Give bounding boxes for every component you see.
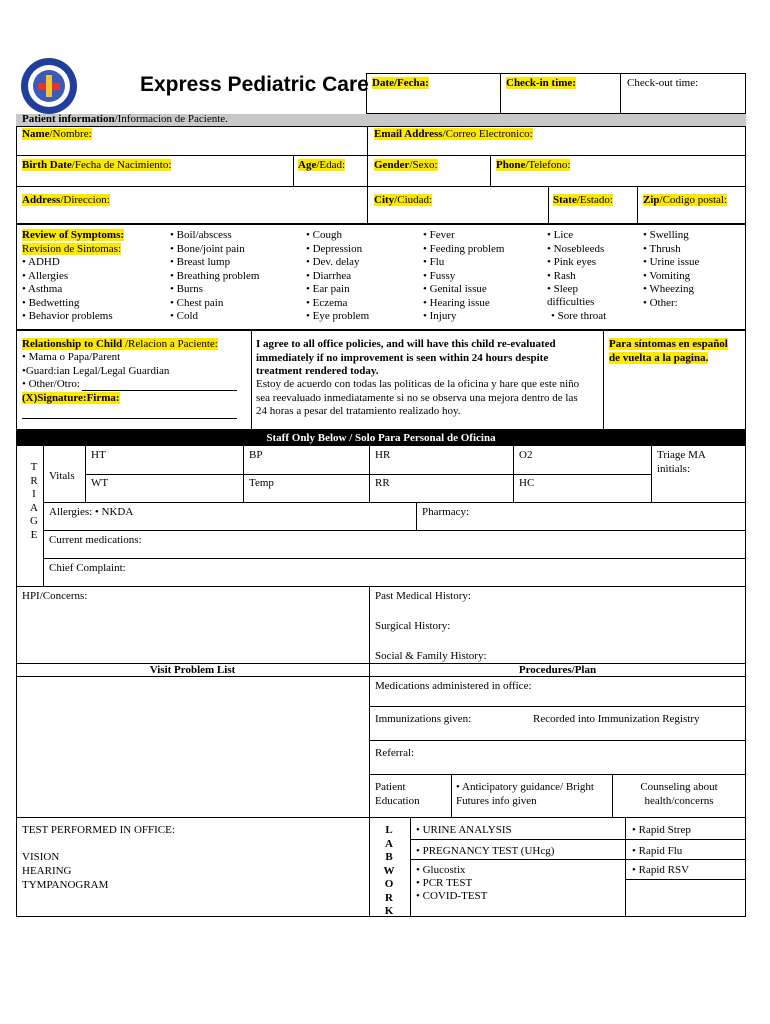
symptom-item[interactable]: • Ear pain (306, 283, 369, 297)
symptom-item-continued: difficulties (547, 296, 595, 308)
meds-administered-field[interactable]: Medications administered in office: (375, 680, 532, 692)
agreement-es: Estoy de acuerdo con todas las políticas de la oficina y hare que este niño sea reevaluado inmediatamente si no se observa una mejora dentro de las 24 horas a pesar del tratamiento realizado hoy. (256, 378, 580, 417)
symptom-item[interactable]: • Genital issue (423, 283, 504, 297)
birthdate-field[interactable]: Birth Date/Fecha de Nacimiento: (22, 159, 172, 171)
symptom-item[interactable]: • Other: (643, 297, 699, 311)
symptom-item[interactable]: • Dev. delay (306, 256, 369, 270)
symptoms-col1 (22, 256, 113, 324)
past-medical-history[interactable]: Past Medical History: (375, 590, 471, 602)
symptom-item[interactable]: • Eczema (306, 297, 369, 311)
pharmacy-field[interactable]: Pharmacy: (422, 506, 470, 518)
temp-field[interactable]: Temp (249, 477, 274, 489)
symptom-item[interactable]: • Rash (547, 270, 604, 284)
hr-field[interactable]: HR (375, 449, 391, 461)
symptom-item[interactable]: • Fever (423, 229, 504, 243)
symptom-item[interactable]: • Behavior problems (22, 310, 113, 324)
hearing-test[interactable]: HEARING (22, 865, 72, 877)
referral-field[interactable]: Referral: (375, 747, 415, 759)
triage-vertical-label: T R I A G E (30, 461, 38, 541)
symptoms-title: Review of Symptoms: Revision de Sintomas: (22, 229, 125, 255)
agreement-en: I agree to all office policies, and will have this child re-evaluated immediately if no improvement is seen within 24 hours despite treatment rendered today. (256, 338, 556, 377)
checkout-label: Check-out time: (627, 77, 699, 89)
covid-test[interactable]: • COVID-TEST (416, 890, 488, 902)
symptom-item[interactable]: • Feeding problem (423, 243, 504, 257)
zip-field[interactable]: Zip/Codigo postal: (643, 194, 728, 206)
symptom-item[interactable]: • Depression (306, 243, 369, 257)
symptom-item[interactable]: • Swelling (643, 229, 699, 243)
checkin-label: Check-in time: (506, 77, 576, 89)
current-medications-field[interactable]: Current medications: (49, 534, 142, 546)
symptom-item[interactable]: • Injury (423, 310, 504, 324)
procedures-plan-title: Procedures/Plan (518, 664, 597, 676)
patient-info-title: Patient information/Informacion de Paciente. (22, 113, 228, 125)
gender-field[interactable]: Gender/Sexo: (374, 159, 438, 171)
spanish-symptoms-note: Para síntomas en español de vuelta a la pagina. (609, 338, 728, 364)
symptom-item[interactable]: • ADHD (22, 256, 113, 270)
glucostix-test[interactable]: • Glucostix (416, 864, 466, 876)
rapid-strep[interactable]: • Rapid Strep (632, 824, 691, 836)
vitals-label: Vitals (49, 470, 75, 482)
symptom-item[interactable]: • Wheezing (643, 283, 699, 297)
phone-field[interactable]: Phone/Telefono: (496, 159, 571, 171)
symptom-item[interactable]: • Breast lump (170, 256, 259, 270)
symptom-item[interactable]: • Nosebleeds (547, 243, 604, 257)
vision-test[interactable]: VISION (22, 851, 60, 863)
symptom-item[interactable]: • Vomiting (643, 270, 699, 284)
triage-ma-initials[interactable]: Triage MA initials: (657, 449, 706, 475)
age-field[interactable]: Age/Edad: (298, 159, 346, 171)
relationship-title: Relationship to Child /Relacion a Paciente: (22, 338, 218, 350)
signature-label: (X)Signature:Firma: (22, 392, 120, 404)
symptom-item[interactable]: • Lice (547, 229, 604, 243)
symptoms-col6 (643, 229, 699, 310)
bp-field[interactable]: BP (249, 449, 263, 461)
city-field[interactable]: City/Ciudad: (374, 194, 433, 206)
symptom-item[interactable]: • Boil/abscess (170, 229, 259, 243)
symptoms-col5 (547, 229, 604, 297)
symptom-item[interactable]: • Burns (170, 283, 259, 297)
hpi-field[interactable]: HPI/Concerns: (22, 590, 88, 602)
relationship-other[interactable]: • Other/Otro: (22, 378, 80, 390)
test-performed-title: TEST PERFORMED IN OFFICE: (22, 824, 175, 836)
symptom-item[interactable]: • Hearing issue (423, 297, 504, 311)
symptom-item[interactable]: • Chest pain (170, 297, 259, 311)
symptom-item[interactable]: • Allergies (22, 270, 113, 284)
symptoms-section (16, 224, 746, 330)
immunization-registry[interactable]: Recorded into Immunization Registry (533, 713, 700, 725)
wt-field[interactable]: WT (91, 477, 109, 489)
rapid-flu[interactable]: • Rapid Flu (632, 845, 683, 857)
immunizations-field[interactable]: Immunizations given: (375, 713, 472, 725)
symptom-item[interactable]: • Sore throat (551, 310, 606, 324)
allergies-field[interactable]: Allergies: • NKDA (49, 506, 134, 518)
relationship-parent[interactable]: • Mama o Papa/Parent (22, 351, 121, 363)
symptoms-col3 (306, 229, 369, 324)
counseling-health[interactable]: Counseling about health/concerns (640, 781, 718, 807)
urine-analysis[interactable]: • URINE ANALYSIS (416, 824, 512, 836)
symptom-item[interactable]: • Sleep (547, 283, 604, 297)
symptoms-col2 (170, 229, 259, 324)
symptom-item[interactable]: • Cold (170, 310, 259, 324)
rapid-rsv[interactable]: • Rapid RSV (632, 864, 690, 876)
patient-education-label: Patient Education (375, 781, 420, 807)
relationship-guardian[interactable]: •Guard:ian Legal/Legal Guardian (22, 365, 170, 377)
symptom-item[interactable]: • Diarrhea (306, 270, 369, 284)
state-field[interactable]: State/Estado: (553, 194, 613, 206)
symptom-item[interactable]: • Urine issue (643, 256, 699, 270)
ht-field[interactable]: HT (91, 449, 106, 461)
email-field[interactable]: Email Address/Correo Electronico: (374, 128, 533, 140)
tympanogram-test[interactable]: TYMPANOGRAM (22, 879, 109, 891)
date-label: Date/Fecha: (372, 77, 429, 89)
symptom-item[interactable]: • Flu (423, 256, 504, 270)
chief-complaint-field[interactable]: Chief Complaint: (49, 562, 126, 574)
staff-banner-text: Staff Only Below / Solo Para Personal de Oficina (266, 432, 496, 444)
pregnancy-test[interactable]: • PREGNANCY TEST (UHcg) (416, 845, 555, 857)
hc-field[interactable]: HC (519, 477, 535, 489)
visit-problem-list-title: Visit Problem List (149, 664, 236, 676)
rr-field[interactable]: RR (375, 477, 390, 489)
symptoms-col4 (423, 229, 504, 324)
o2-field[interactable]: O2 (519, 449, 533, 461)
symptom-item[interactable]: • Breathing problem (170, 270, 259, 284)
symptom-item[interactable]: • Asthma (22, 283, 113, 297)
symptom-item[interactable]: • Fussy (423, 270, 504, 284)
surgical-history[interactable]: Surgical History: (375, 620, 451, 632)
symptom-item[interactable]: • Pink eyes (547, 256, 604, 270)
address-field[interactable]: Address/Direccion: (22, 194, 110, 206)
symptoms-col5b (551, 310, 606, 324)
symptom-item[interactable]: • Cough (306, 229, 369, 243)
clinic-title: Express Pediatric Care (140, 73, 369, 96)
anticipatory-guidance[interactable]: • Anticipatory guidance/ Bright Futures info given (456, 781, 594, 807)
social-family-history[interactable]: Social & Family History: (375, 650, 487, 662)
pcr-test[interactable]: • PCR TEST (416, 877, 473, 889)
symptom-item[interactable]: • Thrush (643, 243, 699, 257)
name-field[interactable]: Name/Nombre: (22, 128, 92, 140)
labwork-vertical-label: L A B W O R K (383, 824, 395, 917)
symptom-item[interactable]: • Bone/joint pain (170, 243, 259, 257)
symptom-item[interactable]: • Eye problem (306, 310, 369, 324)
symptom-item[interactable]: • Bedwetting (22, 297, 113, 311)
signature-line[interactable] (22, 418, 237, 419)
clinic-logo (20, 57, 78, 115)
